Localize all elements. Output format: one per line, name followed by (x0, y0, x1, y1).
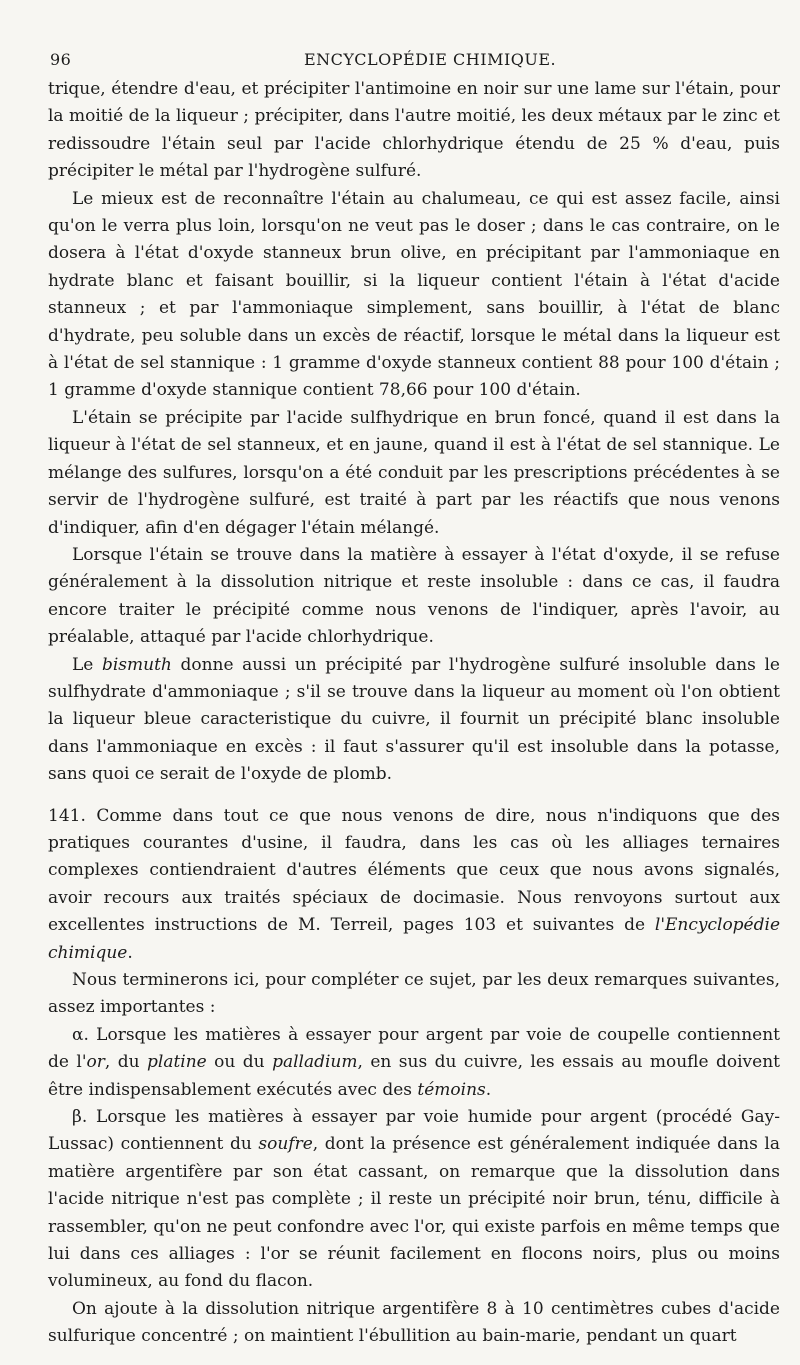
text-run: Le mieux est de reconnaître l'étain au chalumeau, ce qui est assez facile, ainsi qu'on le verra plus loin, lorsqu'on ne veut pas le doser ; dans le cas contraire, on le dosera à l'état d'oxyde stanneux brun olive, en précipitant par l'ammoniaque en hydrate blanc et faisant bouillir, si la liqueur contient l'étain à l'état d'acide stanneux ; et par l'ammoniaque simplement, sans bouillir, à l'état de blanc d'hydrate, peu soluble dans un excès de réactif, lorsque le métal dans la liqueur est à l'état de sel stannique : 1 gramme d'oxyde stanneux contient 88 pour 100 d'étain ; 1 gramme d'oxyde stannique contient 78,66 pour 100 d'étain. (48, 188, 780, 401)
text-run: Nous terminerons ici, pour compléter ce sujet, par les deux remarques suivantes, assez importantes : (48, 970, 780, 1018)
paragraph-p7 (48, 967, 780, 1022)
italic-term: témoins (417, 1079, 486, 1100)
text-run: , en sus du cuivre, les essais au moufle doivent être indispensablement exécutés avec des (48, 1052, 780, 1100)
text-run: α. Lorsque les matières à essayer pour argent par voie de coupelle contiennent de l' (48, 1024, 780, 1073)
paragraph-p2 (48, 186, 780, 405)
italic-term: platine (147, 1052, 207, 1073)
paragraph-p10 (48, 1296, 780, 1351)
italic-term: soufre (258, 1134, 313, 1155)
paragraph-p8 (48, 1022, 780, 1104)
paragraph-p3 (48, 405, 780, 542)
italic-term: palladium (272, 1052, 358, 1073)
text-run: . (485, 1079, 492, 1100)
paragraph-p1 (48, 76, 780, 186)
page-header (48, 50, 780, 76)
italic-term: bismuth (101, 654, 172, 675)
text-run: trique, étendre d'eau, et précipiter l'antimoine en noir sur une lame sur l'étain, pour la moitié de la liqueur ; précipiter, dans l'autre moitié, les deux métaux par le zinc et redissoudre l'étain seul par l'acide chlorhydrique étendu de 25 % d'eau, puis précipiter le métal par l'hydrogène sulfuré. (48, 79, 780, 182)
running-title: ENCYCLOPÉDIE CHIMIQUE. (304, 50, 557, 69)
text-run: , du (104, 1052, 147, 1073)
italic-term: l'Encyclopédie chimique (48, 915, 780, 963)
text-run: 141. Comme dans tout ce que nous venons de dire, nous n'indiquons que des pratiques courantes d'usine, il faudra, dans les cas où les alliages ternaires complexes contiendraient d'autres éléments que ceux que nous avons signalés, avoir recours aux traités spéciaux de docimasie. Nous renvoyons surtout aux excellentes instructions de M. Terreil, pages 103 et suivantes de (48, 805, 780, 936)
text-run: Le (72, 654, 102, 675)
body-text (48, 76, 780, 1351)
page-number: 96 (50, 50, 72, 69)
paragraph-p9 (48, 1104, 780, 1296)
paragraph-p6 (48, 803, 780, 967)
text-run: ou du (206, 1052, 273, 1073)
text-run: On ajoute à la dissolution nitrique argentifère 8 à 10 centimètres cubes d'acide sulfurique concentré ; on maintient l'ébullition au bain-marie, pendant un quart (48, 1298, 780, 1347)
text-run: donne aussi un précipité par l'hydrogène sulfuré insoluble dans le sulfhydrate d'ammoniaque ; s'il se trouve dans la liqueur au moment où l'on obtient la liqueur bleue caracteristique du cuivre, il fournit un précipité blanc insoluble dans l'ammoniaque en excès : il faut s'assurer qu'il est insoluble dans la potasse, sans quoi ce serait de l'oxyde de plomb. (48, 654, 780, 785)
text-run: . (127, 942, 133, 963)
paragraph-p4 (48, 542, 780, 652)
text-run: , dont la présence est généralement indiquée dans la matière argentifère par son état cassant, on remarque que la dissolution dans l'acide nitrique n'est pas complète ; il reste un précipité noir brun, ténu, difficile à rassembler, qu'on ne peut confondre avec l'or, qui existe parfois en même temps que lui dans ces alliages : l'or se réunit facilement en flocons noirs, plus ou moins volumineux, au fond du flacon. (48, 1134, 780, 1292)
text-run: Lorsque l'étain se trouve dans la matière à essayer à l'état d'oxyde, il se refuse généralement à la dissolution nitrique et reste insoluble : dans ce cas, il faudra encore traiter le précipité comme nous venons de l'indiquer, après l'avoir, au préalable, attaqué par l'acide chlorhydrique. (48, 544, 780, 648)
italic-term: or (86, 1052, 105, 1073)
text-run: L'étain se précipite par l'acide sulfhydrique en brun foncé, quand il est dans la liqueur à l'état de sel stanneux, et en jaune, quand il est à l'état de sel stannique. Le mélange des sulfures, lorsqu'on a été conduit par les prescriptions précédentes à se servir de l'hydrogène sulfuré, est traité à part par les réactifs que nous venons d'indiquer, afin d'en dégager l'étain mélangé. (48, 407, 780, 538)
paragraph-p5 (48, 652, 780, 789)
text-run: β. Lorsque les matières à essayer par voie humide pour argent (procédé Gay-Lussac) contiennent du (48, 1107, 780, 1155)
